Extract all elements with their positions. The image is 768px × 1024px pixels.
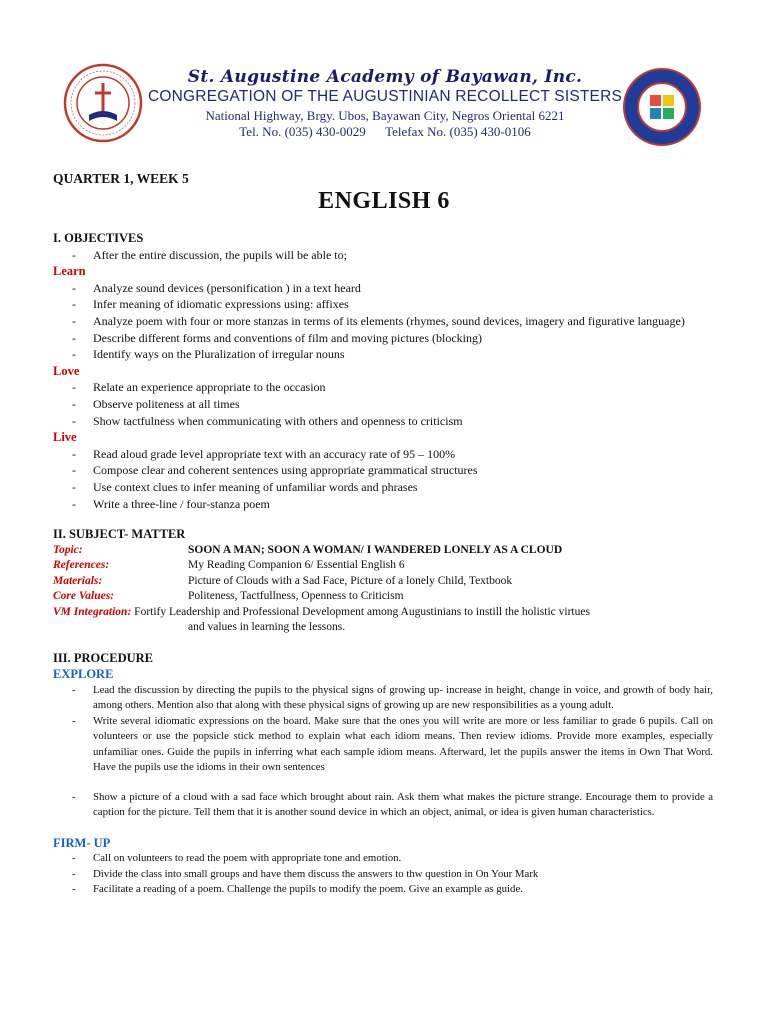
- letterhead: [0, 0, 768, 150]
- lesson-plan-body: [53, 230, 713, 898]
- congregation-seal-logo: [63, 63, 143, 143]
- topic-row: [53, 543, 713, 559]
- list-item: - Divide the class into small groups and have them discuss the answers to thw question in On Your Mark: [53, 867, 713, 883]
- list-item: - Facilitate a reading of a poem. Challenge the pupils to modify the poem. Give an example as guide.: [53, 882, 713, 898]
- live-list: [53, 446, 713, 512]
- core-values-row: [53, 589, 713, 605]
- congregation-name: CONGREGATION OF THE AUGUSTINIAN RECOLLECT SISTERS: [148, 88, 623, 105]
- core-values-value: Politeness, Tactfullness, Openness to Criticism: [188, 590, 404, 603]
- list-item: - Lead the discussion by directing the pupils to the physical signs of growing up- increase in height, change in voice, and growth of body hair, among others. Mention also that along with these physical signs of growing up are new responsibilities as a young adult.: [53, 683, 713, 714]
- list-item: - Analyze sound devices (personification ) in a text heard: [53, 280, 713, 297]
- list-item: - Compose clear and coherent sentences using appropriate grammatical structures: [53, 462, 713, 479]
- subject-matter-table: [53, 543, 713, 636]
- list-item: - Analyze poem with four or more stanzas in terms of its elements (rhymes, sound devices, imagery and figurative language): [53, 313, 713, 330]
- objectives-heading: I. OBJECTIVES: [53, 231, 144, 245]
- list-item: - Observe politeness at all times: [53, 396, 713, 413]
- explore-label: EXPLORE: [53, 667, 114, 682]
- list-item: - Show a picture of a cloud with a sad face which brought about rain. Ask them what makes the picture strange. Encourage them to provide a caption for the picture. Tell them that it is another sound device in which an object, animal, or idea is given human characteristics.: [53, 790, 713, 821]
- learn-list: [53, 280, 713, 363]
- telefax-number: Telefax No. (035) 430-0106: [385, 124, 531, 139]
- learn-label: Learn: [53, 264, 86, 279]
- list-item: - Call on volunteers to read the poem with appropriate tone and emotion.: [53, 851, 713, 867]
- quarter-week: QUARTER 1, WEEK 5: [53, 171, 189, 186]
- explore-list: [53, 683, 713, 821]
- firmup-label: FIRM- UP: [53, 835, 111, 850]
- school-phone: [148, 124, 622, 140]
- references-row: [53, 558, 713, 574]
- materials-value: Picture of Clouds with a Sad Face, Picture of a lonely Child, Textbook: [188, 574, 513, 587]
- objectives-intro-list: [53, 247, 713, 264]
- love-list: [53, 379, 713, 429]
- list-item: - Write a three-line / four-stanza poem: [53, 496, 713, 513]
- school-address: National Highway, Brgy. Ubos, Bayawan City, Negros Oriental 6221: [205, 108, 565, 123]
- references-value: My Reading Companion 6/ Essential English 6: [188, 559, 405, 572]
- list-item: - Identify ways on the Pluralization of irregular nouns: [53, 346, 713, 363]
- subject-title: ENGLISH 6: [318, 188, 450, 214]
- live-label: Live: [53, 430, 77, 445]
- love-label: Love: [53, 363, 80, 378]
- references-label: References:: [53, 559, 110, 572]
- vm-integration-label: VM Integration:: [53, 605, 132, 618]
- core-values-label: Core Values:: [53, 590, 115, 603]
- topic-value: SOON A MAN; SOON A WOMAN/ I WANDERED LONELY AS A CLOUD: [188, 543, 563, 556]
- firmup-list: [53, 851, 713, 898]
- school-name: St. Augustine Academy of Bayawan, Inc.: [187, 67, 583, 87]
- procedure-heading: III. PROCEDURE: [53, 650, 154, 665]
- list-item: - Describe different forms and conventions of film and moving pictures (blocking): [53, 330, 713, 347]
- tel-number: Tel. No. (035) 430-0029: [239, 124, 366, 139]
- list-item: - Read aloud grade level appropriate text with an accuracy rate of 95 – 100%: [53, 446, 713, 463]
- materials-label: Materials:: [53, 574, 103, 587]
- objectives-intro: - After the entire discussion, the pupils will be able to;: [53, 247, 713, 264]
- vm-integration-row: [53, 605, 713, 621]
- materials-row: [53, 574, 713, 590]
- list-item: - Show tactfulness when communicating with others and openness to criticism: [53, 413, 713, 430]
- topic-label: Topic:: [53, 543, 83, 556]
- list-item: - Infer meaning of idiomatic expressions using: affixes: [53, 296, 713, 313]
- school-seal-logo: [622, 67, 702, 147]
- list-item: - Write several idiomatic expressions on the board. Make sure that the ones you will write are more or less familiar to grade 6 pupils. Call on volunteers or use the popsicle stick method to explain what each idiom means. Then review idioms. Provide more examples, especially unfamiliar ones. Guide the pupils in inferring what each sample idiom means. Afterward, let the pupils answer the items in Own That Word. Have the pupils use the idioms in their own sentences: [53, 714, 713, 776]
- vm-integration-line1: Fortify Leadership and Professional Development among Augustinians to instill the holistic virtues: [134, 605, 590, 618]
- vm-integration-line2: and values in learning the lessons.: [188, 621, 346, 634]
- list-item: - Use context clues to infer meaning of unfamiliar words and phrases: [53, 479, 713, 496]
- list-item: - Relate an experience appropriate to the occasion: [53, 379, 713, 396]
- subject-matter-heading: II. SUBJECT- MATTER: [53, 527, 186, 542]
